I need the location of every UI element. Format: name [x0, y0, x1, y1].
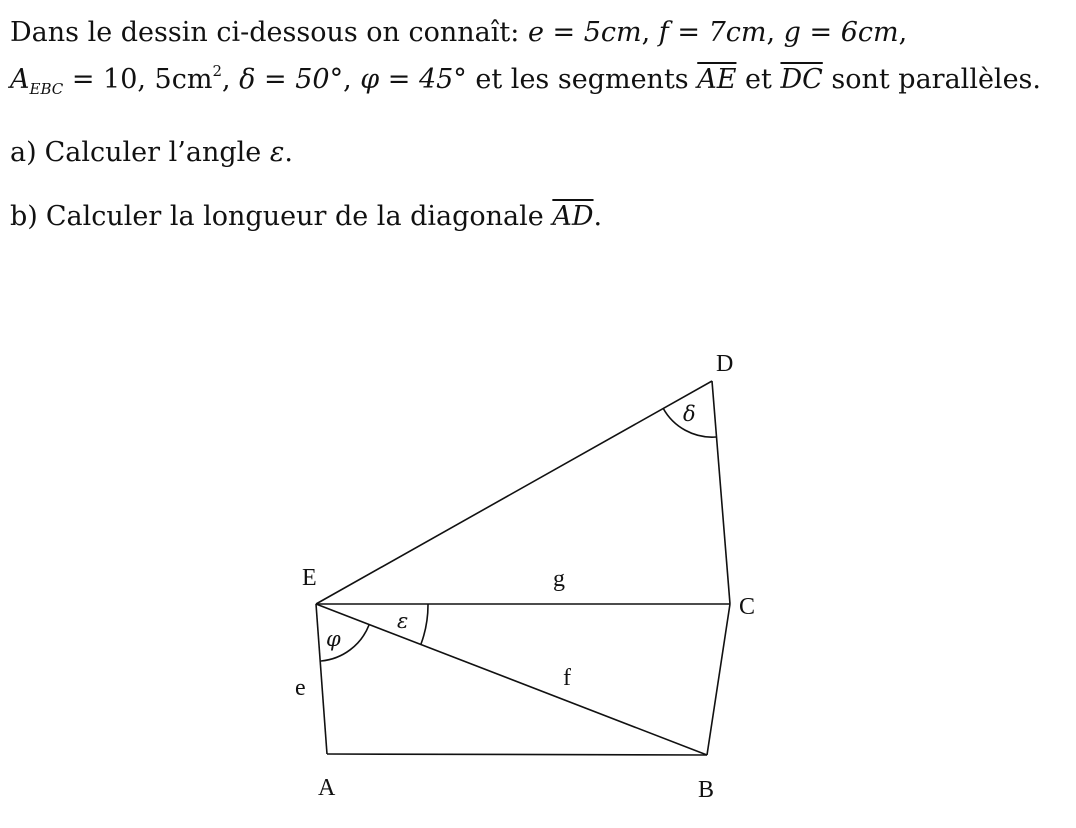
area-subscript: EBC — [29, 80, 64, 98]
parallel-text-1: et les segments — [466, 64, 698, 95]
segment-dc: $\overline{DC}$ — [780, 64, 823, 95]
segment-ad: $\overline{AD}$ — [552, 201, 594, 232]
delta-value: δ = 50° — [239, 64, 344, 95]
question-a-end: . — [284, 137, 293, 168]
point-c-label: C — [739, 594, 756, 620]
area-value: = 10, 5cm — [63, 64, 213, 95]
segment-ae: $\overline{AE}$ — [697, 64, 737, 95]
area-exponent: 2 — [212, 62, 222, 80]
segment-dc-line — [712, 381, 730, 604]
question-b-label: b) — [10, 201, 38, 232]
side-e-label: e — [295, 675, 306, 701]
segment-cb-line — [707, 604, 730, 755]
e-value: e = 5cm — [527, 17, 642, 48]
question-a-symbol: ε — [269, 137, 285, 168]
given-values-line-2: $A_{EBC} = 10$, $5cm^2$, δ = 50°, φ = 45° et les segments $\overline{AE}$ et $\overline{DC}$ sont parallèles. — [10, 62, 1041, 98]
segment-ab-line — [327, 754, 707, 755]
area-symbol: A — [10, 64, 30, 95]
f-value: f = 7cm — [658, 17, 767, 48]
point-a-label: A — [318, 775, 336, 801]
angle-delta-label: δ — [683, 402, 696, 426]
point-e-label: E — [302, 565, 317, 591]
question-a-text: Calculer l’angle — [44, 137, 270, 168]
point-d-label: D — [716, 351, 734, 377]
parallel-text-3: sont parallèles. — [822, 64, 1041, 95]
angle-phi-label: φ — [326, 627, 341, 651]
point-b-label: B — [698, 777, 715, 803]
question-b-end: . — [593, 201, 603, 232]
phi-value: φ = 45° — [360, 64, 467, 95]
question-a-label: a) — [10, 137, 37, 168]
intro-text: Dans le dessin ci-dessous on connaît: — [10, 17, 528, 48]
side-g-label: g — [553, 566, 565, 592]
segment-eb-line — [316, 604, 707, 755]
angle-epsilon-label: ε — [397, 609, 409, 633]
side-f-label: f — [563, 665, 571, 691]
g-value: g = 6cm — [783, 17, 899, 48]
segment-ed-line — [316, 381, 712, 604]
angle-epsilon-arc — [421, 604, 428, 644]
question-b-text: Calculer la longueur de la diagonale — [45, 201, 553, 232]
parallel-text-2: et — [736, 64, 781, 95]
given-values-line-1: Dans le dessin ci-dessous on connaît: e = 5cm, f = 7cm, g = 6cm, — [10, 17, 908, 48]
